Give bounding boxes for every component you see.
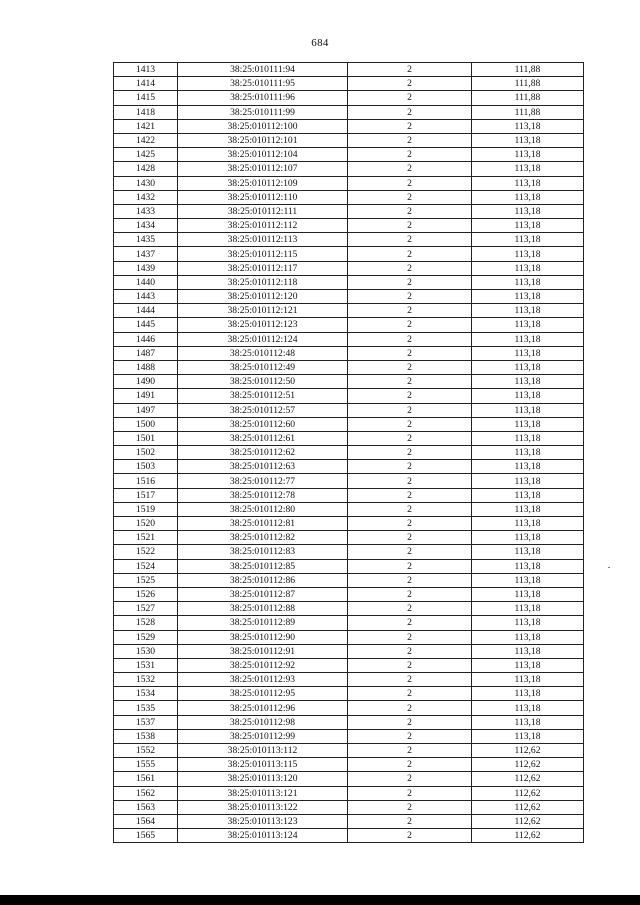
value-cell: 113,18 xyxy=(472,488,584,502)
row-number-cell: 1432 xyxy=(114,190,178,204)
row-number-cell: 1437 xyxy=(114,247,178,261)
category-cell: 2 xyxy=(348,814,472,828)
cadastral-number-cell: 38:25:010111:96 xyxy=(178,91,348,105)
row-number-cell: 1425 xyxy=(114,148,178,162)
value-cell: 112,62 xyxy=(472,772,584,786)
cadastral-number-cell: 38:25:010112:89 xyxy=(178,616,348,630)
cadastral-number-cell: 38:25:010112:120 xyxy=(178,290,348,304)
category-cell: 2 xyxy=(348,673,472,687)
row-number-cell: 1516 xyxy=(114,474,178,488)
table-row xyxy=(114,715,584,729)
row-number-cell: 1563 xyxy=(114,800,178,814)
cadastral-number-cell: 38:25:010112:63 xyxy=(178,460,348,474)
table-row xyxy=(114,786,584,800)
row-number-cell: 1552 xyxy=(114,744,178,758)
row-number-cell: 1418 xyxy=(114,105,178,119)
cadastral-number-cell: 38:25:010112:124 xyxy=(178,332,348,346)
row-number-cell: 1524 xyxy=(114,559,178,573)
table-row xyxy=(114,318,584,332)
row-number-cell: 1487 xyxy=(114,346,178,360)
row-number-cell: 1415 xyxy=(114,91,178,105)
value-cell: 113,18 xyxy=(472,204,584,218)
value-cell: 113,18 xyxy=(472,233,584,247)
category-cell: 2 xyxy=(348,162,472,176)
row-number-cell: 1435 xyxy=(114,233,178,247)
row-number-cell: 1534 xyxy=(114,687,178,701)
cadastral-number-cell: 38:25:010112:117 xyxy=(178,261,348,275)
cadastral-number-cell: 38:25:010112:50 xyxy=(178,375,348,389)
row-number-cell: 1565 xyxy=(114,829,178,843)
value-cell: 113,18 xyxy=(472,701,584,715)
value-cell: 113,18 xyxy=(472,729,584,743)
cadastral-number-cell: 38:25:010112:57 xyxy=(178,403,348,417)
cadastral-number-cell: 38:25:010112:109 xyxy=(178,176,348,190)
page-number: 684 xyxy=(311,37,329,49)
category-cell: 2 xyxy=(348,63,472,77)
table-row xyxy=(114,517,584,531)
row-number-cell: 1555 xyxy=(114,758,178,772)
table-row xyxy=(114,602,584,616)
table-row xyxy=(114,587,584,601)
row-number-cell: 1439 xyxy=(114,261,178,275)
row-number-cell: 1428 xyxy=(114,162,178,176)
row-number-cell: 1517 xyxy=(114,488,178,502)
value-cell: 112,62 xyxy=(472,814,584,828)
table-row xyxy=(114,729,584,743)
row-number-cell: 1445 xyxy=(114,318,178,332)
table-row xyxy=(114,446,584,460)
cadastral-number-cell: 38:25:010113:112 xyxy=(178,744,348,758)
category-cell: 2 xyxy=(348,758,472,772)
cadastral-number-cell: 38:25:010112:113 xyxy=(178,233,348,247)
cadastral-number-cell: 38:25:010113:124 xyxy=(178,829,348,843)
scan-speck xyxy=(608,567,610,568)
category-cell: 2 xyxy=(348,517,472,531)
value-cell: 113,18 xyxy=(472,446,584,460)
value-cell: 113,18 xyxy=(472,162,584,176)
table-row xyxy=(114,360,584,374)
value-cell: 113,18 xyxy=(472,133,584,147)
table-row xyxy=(114,488,584,502)
value-cell: 113,18 xyxy=(472,360,584,374)
category-cell: 2 xyxy=(348,403,472,417)
value-cell: 113,18 xyxy=(472,290,584,304)
row-number-cell: 1537 xyxy=(114,715,178,729)
category-cell: 2 xyxy=(348,744,472,758)
category-cell: 2 xyxy=(348,77,472,91)
row-number-cell: 1538 xyxy=(114,729,178,743)
cadastral-number-cell: 38:25:010112:51 xyxy=(178,389,348,403)
table-row xyxy=(114,474,584,488)
table-row xyxy=(114,758,584,772)
cadastral-number-cell: 38:25:010111:99 xyxy=(178,105,348,119)
category-cell: 2 xyxy=(348,190,472,204)
row-number-cell: 1434 xyxy=(114,219,178,233)
table-row xyxy=(114,261,584,275)
value-cell: 113,18 xyxy=(472,403,584,417)
table-row xyxy=(114,233,584,247)
row-number-cell: 1519 xyxy=(114,502,178,516)
row-number-cell: 1525 xyxy=(114,573,178,587)
cadastral-number-cell: 38:25:010113:120 xyxy=(178,772,348,786)
cadastral-number-cell: 38:25:010112:118 xyxy=(178,275,348,289)
category-cell: 2 xyxy=(348,715,472,729)
value-cell: 113,18 xyxy=(472,715,584,729)
cadastral-number-cell: 38:25:010112:81 xyxy=(178,517,348,531)
cadastral-number-cell: 38:25:010112:87 xyxy=(178,587,348,601)
category-cell: 2 xyxy=(348,460,472,474)
value-cell: 112,62 xyxy=(472,758,584,772)
category-cell: 2 xyxy=(348,375,472,389)
category-cell: 2 xyxy=(348,332,472,346)
category-cell: 2 xyxy=(348,261,472,275)
value-cell: 113,18 xyxy=(472,559,584,573)
cadastral-number-cell: 38:25:010111:95 xyxy=(178,77,348,91)
row-number-cell: 1414 xyxy=(114,77,178,91)
table-row xyxy=(114,814,584,828)
row-number-cell: 1501 xyxy=(114,431,178,445)
cadastral-number-cell: 38:25:010113:122 xyxy=(178,800,348,814)
value-cell: 113,18 xyxy=(472,304,584,318)
category-cell: 2 xyxy=(348,91,472,105)
row-number-cell: 1490 xyxy=(114,375,178,389)
table-row xyxy=(114,701,584,715)
table-row xyxy=(114,389,584,403)
value-cell: 113,18 xyxy=(472,318,584,332)
table-row xyxy=(114,63,584,77)
category-cell: 2 xyxy=(348,431,472,445)
table-row xyxy=(114,502,584,516)
value-cell: 113,18 xyxy=(472,587,584,601)
cadastral-number-cell: 38:25:010112:96 xyxy=(178,701,348,715)
cadastral-number-cell: 38:25:010112:100 xyxy=(178,119,348,133)
row-number-cell: 1440 xyxy=(114,275,178,289)
category-cell: 2 xyxy=(348,772,472,786)
row-number-cell: 1530 xyxy=(114,644,178,658)
table-row xyxy=(114,346,584,360)
value-cell: 113,18 xyxy=(472,261,584,275)
value-cell: 113,18 xyxy=(472,332,584,346)
category-cell: 2 xyxy=(348,417,472,431)
table-row xyxy=(114,417,584,431)
value-cell: 113,18 xyxy=(472,502,584,516)
row-number-cell: 1529 xyxy=(114,630,178,644)
row-number-cell: 1502 xyxy=(114,446,178,460)
category-cell: 2 xyxy=(348,176,472,190)
category-cell: 2 xyxy=(348,502,472,516)
value-cell: 113,18 xyxy=(472,176,584,190)
value-cell: 113,18 xyxy=(472,389,584,403)
cadastral-number-cell: 38:25:010112:101 xyxy=(178,133,348,147)
value-cell: 113,18 xyxy=(472,630,584,644)
table-row xyxy=(114,573,584,587)
cadastral-number-cell: 38:25:010112:61 xyxy=(178,431,348,445)
cadastral-number-cell: 38:25:010112:92 xyxy=(178,658,348,672)
table-row xyxy=(114,744,584,758)
value-cell: 113,18 xyxy=(472,673,584,687)
cadastral-number-cell: 38:25:010112:48 xyxy=(178,346,348,360)
category-cell: 2 xyxy=(348,687,472,701)
value-cell: 113,18 xyxy=(472,474,584,488)
row-number-cell: 1531 xyxy=(114,658,178,672)
category-cell: 2 xyxy=(348,105,472,119)
category-cell: 2 xyxy=(348,616,472,630)
category-cell: 2 xyxy=(348,630,472,644)
category-cell: 2 xyxy=(348,133,472,147)
category-cell: 2 xyxy=(348,346,472,360)
category-cell: 2 xyxy=(348,247,472,261)
value-cell: 112,62 xyxy=(472,829,584,843)
value-cell: 113,18 xyxy=(472,431,584,445)
row-number-cell: 1535 xyxy=(114,701,178,715)
value-cell: 113,18 xyxy=(472,190,584,204)
row-number-cell: 1562 xyxy=(114,786,178,800)
value-cell: 113,18 xyxy=(472,616,584,630)
cadastral-number-cell: 38:25:010112:85 xyxy=(178,559,348,573)
row-number-cell: 1521 xyxy=(114,531,178,545)
category-cell: 2 xyxy=(348,389,472,403)
category-cell: 2 xyxy=(348,148,472,162)
table-row xyxy=(114,332,584,346)
value-cell: 113,18 xyxy=(472,375,584,389)
category-cell: 2 xyxy=(348,360,472,374)
value-cell: 113,18 xyxy=(472,247,584,261)
row-number-cell: 1528 xyxy=(114,616,178,630)
category-cell: 2 xyxy=(348,786,472,800)
table-row xyxy=(114,772,584,786)
table-row xyxy=(114,644,584,658)
table-row xyxy=(114,119,584,133)
cadastral-number-cell: 38:25:010112:99 xyxy=(178,729,348,743)
category-cell: 2 xyxy=(348,587,472,601)
row-number-cell: 1488 xyxy=(114,360,178,374)
value-cell: 113,18 xyxy=(472,658,584,672)
table-row xyxy=(114,460,584,474)
table-row xyxy=(114,190,584,204)
table-row xyxy=(114,77,584,91)
cadastral-number-cell: 38:25:010112:115 xyxy=(178,247,348,261)
cadastral-number-cell: 38:25:010112:62 xyxy=(178,446,348,460)
value-cell: 113,18 xyxy=(472,346,584,360)
cadastral-number-cell: 38:25:010112:123 xyxy=(178,318,348,332)
category-cell: 2 xyxy=(348,729,472,743)
category-cell: 2 xyxy=(348,290,472,304)
cadastral-number-cell: 38:25:010112:82 xyxy=(178,531,348,545)
value-cell: 113,18 xyxy=(472,148,584,162)
row-number-cell: 1422 xyxy=(114,133,178,147)
category-cell: 2 xyxy=(348,658,472,672)
value-cell: 113,18 xyxy=(472,417,584,431)
cadastral-number-cell: 38:25:010113:121 xyxy=(178,786,348,800)
cadastral-number-cell: 38:25:010112:78 xyxy=(178,488,348,502)
value-cell: 113,18 xyxy=(472,644,584,658)
table-row xyxy=(114,162,584,176)
table-row xyxy=(114,800,584,814)
cadastral-number-cell: 38:25:010112:107 xyxy=(178,162,348,176)
cadastral-number-cell: 38:25:010112:80 xyxy=(178,502,348,516)
value-cell: 111,88 xyxy=(472,63,584,77)
cadastral-number-cell: 38:25:010112:77 xyxy=(178,474,348,488)
value-cell: 113,18 xyxy=(472,119,584,133)
category-cell: 2 xyxy=(348,545,472,559)
row-number-cell: 1526 xyxy=(114,587,178,601)
cadastral-number-cell: 38:25:010112:104 xyxy=(178,148,348,162)
table-row xyxy=(114,91,584,105)
row-number-cell: 1500 xyxy=(114,417,178,431)
table-row xyxy=(114,431,584,445)
cadastral-number-cell: 38:25:010112:95 xyxy=(178,687,348,701)
row-number-cell: 1413 xyxy=(114,63,178,77)
category-cell: 2 xyxy=(348,275,472,289)
row-number-cell: 1491 xyxy=(114,389,178,403)
table-row xyxy=(114,616,584,630)
table-row xyxy=(114,275,584,289)
cadastral-number-cell: 38:25:010112:93 xyxy=(178,673,348,687)
value-cell: 111,88 xyxy=(472,91,584,105)
value-cell: 113,18 xyxy=(472,460,584,474)
cadastral-number-cell: 38:25:010112:88 xyxy=(178,602,348,616)
row-number-cell: 1527 xyxy=(114,602,178,616)
category-cell: 2 xyxy=(348,829,472,843)
category-cell: 2 xyxy=(348,446,472,460)
scan-bottom-edge xyxy=(0,895,640,905)
value-cell: 113,18 xyxy=(472,687,584,701)
cadastral-number-cell: 38:25:010113:123 xyxy=(178,814,348,828)
cadastral-number-cell: 38:25:010112:90 xyxy=(178,630,348,644)
table-row xyxy=(114,559,584,573)
cadastral-number-cell: 38:25:010112:98 xyxy=(178,715,348,729)
table-row xyxy=(114,133,584,147)
cadastral-number-cell: 38:25:010113:115 xyxy=(178,758,348,772)
cadastral-number-cell: 38:25:010112:83 xyxy=(178,545,348,559)
cadastral-number-cell: 38:25:010112:49 xyxy=(178,360,348,374)
table-row xyxy=(114,219,584,233)
row-number-cell: 1564 xyxy=(114,814,178,828)
row-number-cell: 1444 xyxy=(114,304,178,318)
cadastral-number-cell: 38:25:010112:60 xyxy=(178,417,348,431)
value-cell: 113,18 xyxy=(472,602,584,616)
cadastral-number-cell: 38:25:010112:112 xyxy=(178,219,348,233)
table-row xyxy=(114,148,584,162)
row-number-cell: 1561 xyxy=(114,772,178,786)
row-number-cell: 1446 xyxy=(114,332,178,346)
table-row xyxy=(114,531,584,545)
value-cell: 113,18 xyxy=(472,545,584,559)
table-row xyxy=(114,204,584,218)
category-cell: 2 xyxy=(348,219,472,233)
cadastral-number-cell: 38:25:010112:86 xyxy=(178,573,348,587)
table-row xyxy=(114,304,584,318)
row-number-cell: 1433 xyxy=(114,204,178,218)
table-row xyxy=(114,403,584,417)
table-row xyxy=(114,176,584,190)
table-row xyxy=(114,290,584,304)
table-row xyxy=(114,247,584,261)
value-cell: 113,18 xyxy=(472,573,584,587)
row-number-cell: 1532 xyxy=(114,673,178,687)
row-number-cell: 1520 xyxy=(114,517,178,531)
value-cell: 112,62 xyxy=(472,800,584,814)
table-row xyxy=(114,687,584,701)
row-number-cell: 1503 xyxy=(114,460,178,474)
table-row xyxy=(114,375,584,389)
category-cell: 2 xyxy=(348,644,472,658)
category-cell: 2 xyxy=(348,318,472,332)
cadastral-number-cell: 38:25:010112:111 xyxy=(178,204,348,218)
data-table xyxy=(113,62,584,843)
table-row xyxy=(114,658,584,672)
category-cell: 2 xyxy=(348,474,472,488)
cadastral-number-cell: 38:25:010112:110 xyxy=(178,190,348,204)
row-number-cell: 1430 xyxy=(114,176,178,190)
category-cell: 2 xyxy=(348,204,472,218)
value-cell: 111,88 xyxy=(472,105,584,119)
table-row xyxy=(114,829,584,843)
table-row xyxy=(114,630,584,644)
category-cell: 2 xyxy=(348,701,472,715)
value-cell: 113,18 xyxy=(472,275,584,289)
cadastral-number-cell: 38:25:010112:91 xyxy=(178,644,348,658)
category-cell: 2 xyxy=(348,304,472,318)
value-cell: 113,18 xyxy=(472,531,584,545)
row-number-cell: 1421 xyxy=(114,119,178,133)
category-cell: 2 xyxy=(348,602,472,616)
table-row xyxy=(114,673,584,687)
row-number-cell: 1443 xyxy=(114,290,178,304)
value-cell: 113,18 xyxy=(472,517,584,531)
value-cell: 113,18 xyxy=(472,219,584,233)
category-cell: 2 xyxy=(348,233,472,247)
value-cell: 112,62 xyxy=(472,744,584,758)
row-number-cell: 1497 xyxy=(114,403,178,417)
table-body xyxy=(114,63,584,843)
value-cell: 111,88 xyxy=(472,77,584,91)
row-number-cell: 1522 xyxy=(114,545,178,559)
table-row xyxy=(114,545,584,559)
table-row xyxy=(114,105,584,119)
category-cell: 2 xyxy=(348,573,472,587)
value-cell: 112,62 xyxy=(472,786,584,800)
category-cell: 2 xyxy=(348,559,472,573)
category-cell: 2 xyxy=(348,488,472,502)
cadastral-number-cell: 38:25:010111:94 xyxy=(178,63,348,77)
category-cell: 2 xyxy=(348,119,472,133)
category-cell: 2 xyxy=(348,800,472,814)
cadastral-number-cell: 38:25:010112:121 xyxy=(178,304,348,318)
category-cell: 2 xyxy=(348,531,472,545)
